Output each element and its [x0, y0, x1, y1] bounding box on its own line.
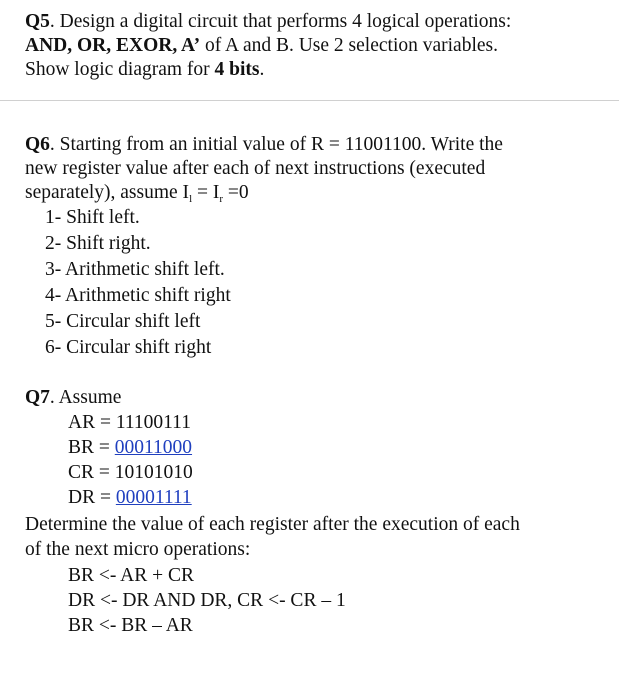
q6-number: Q6: [25, 134, 50, 155]
q6-line-3-end: =0: [223, 182, 249, 203]
q6-line-1-text: . Starting from an initial value of R = 11001100. Write the: [49, 134, 503, 155]
q6-subscript-l: l: [189, 193, 193, 205]
dr-label: DR =: [68, 487, 116, 508]
cr-label: CR =: [68, 462, 115, 483]
q7-line-1-text: . Assume: [49, 387, 122, 408]
q5-line-3: [25, 58, 264, 82]
section-divider: [0, 100, 619, 101]
q5-bits: 4 bits: [214, 59, 260, 80]
q6-line-2: new register value after each of next instructions (executed: [25, 158, 486, 179]
cr-value: 10101010: [114, 462, 193, 483]
q7-micro-op: DR <- DR AND DR, CR <- CR – 1: [68, 590, 346, 611]
q7-line-1: [25, 386, 121, 410]
q6-item: 6- Circular shift right: [45, 337, 212, 358]
q5-number: Q5: [25, 11, 50, 32]
q7-register-br: [68, 436, 192, 460]
q6-line-3-text: separately), assume I: [25, 182, 190, 203]
q6-item: 1- Shift left.: [45, 207, 140, 228]
q7-register-dr: [68, 486, 192, 510]
q6-subscript-r: r: [219, 193, 224, 205]
q6-item: 4- Arithmetic shift right: [45, 285, 231, 306]
ar-value: 11100111: [115, 412, 191, 433]
q5-operations: AND, OR, EXOR, A’: [25, 35, 201, 56]
q7-micro-op: BR <- BR – AR: [68, 615, 193, 636]
br-label: BR =: [68, 437, 115, 458]
q5-line-1: [25, 10, 511, 34]
q7-number: Q7: [25, 387, 50, 408]
q7-micro-op: BR <- AR + CR: [68, 565, 195, 586]
ar-label: AR =: [68, 412, 116, 433]
q6-item: 2- Shift right.: [45, 233, 151, 254]
q6-item: 3- Arithmetic shift left.: [45, 259, 225, 280]
q6-item: 5- Circular shift left: [45, 311, 201, 332]
dr-value-link[interactable]: 00001111: [115, 487, 192, 508]
q6-line-3-mid: = I: [192, 182, 220, 203]
q7-determine-line-2: of the next micro operations:: [25, 539, 251, 560]
q6-line-1: [25, 133, 503, 157]
q5-line-3-text: Show logic diagram for: [25, 59, 215, 80]
q7-register-cr: [68, 461, 193, 485]
q5-line-2-text: of A and B. Use 2 selection variables.: [200, 35, 498, 56]
q5-line-1-text: . Design a digital circuit that performs 4 logical operations:: [49, 11, 512, 32]
q5-line-3-end: .: [259, 59, 265, 80]
q7-determine-line-1: Determine the value of each register after the execution of each: [25, 514, 520, 535]
br-value-link[interactable]: 00011000: [114, 437, 193, 458]
q5-line-2: [25, 34, 498, 58]
q7-register-ar: [68, 411, 191, 435]
